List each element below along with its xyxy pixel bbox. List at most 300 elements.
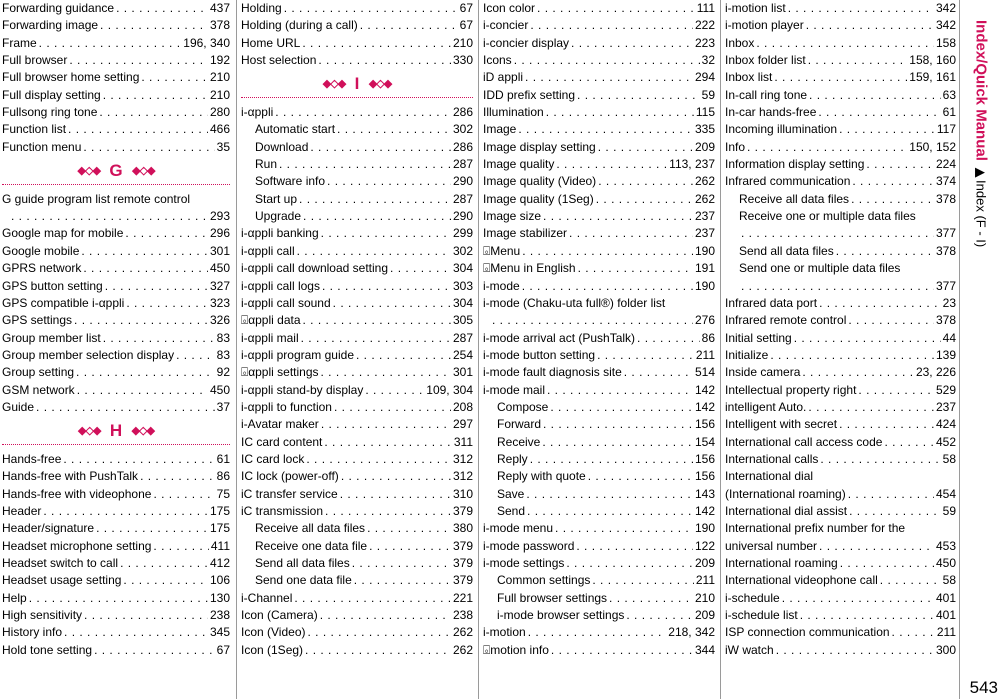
index-subentry — [483, 399, 715, 416]
entry-term: Header — [2, 503, 42, 518]
entry-term: International roaming — [725, 556, 838, 570]
entry-term: Infrared data port — [725, 295, 818, 310]
dot-leader — [626, 607, 693, 624]
entry-term: i-motion player — [725, 18, 804, 33]
page-ref: 300 — [935, 642, 956, 657]
page-ref: 401 — [935, 590, 956, 605]
dot-leader — [327, 173, 451, 190]
entry-term: Full browser — [2, 53, 68, 68]
index-subentry — [483, 486, 715, 503]
entry-term: i-αppli banking — [241, 226, 319, 241]
index-entry — [483, 624, 715, 641]
index-entry — [483, 104, 715, 121]
dot-leader — [69, 52, 208, 69]
entry-term: Full browser home setting — [2, 70, 140, 85]
page-ref: 254 — [452, 347, 473, 362]
entry-term: Download — [255, 139, 309, 154]
page-ref: 156 — [694, 451, 715, 466]
page-ref: 156 — [694, 417, 715, 432]
index-entry — [725, 555, 956, 572]
page-ref: 32 — [701, 53, 715, 68]
index-entry — [2, 87, 230, 104]
entry-term: iD appli — [483, 70, 524, 85]
entry-term: GSM network — [2, 382, 75, 397]
entry-term: Inbox folder list — [725, 53, 806, 68]
entry-term: Send all data files — [255, 556, 350, 570]
index-entry — [2, 364, 230, 381]
index-subentry — [725, 191, 956, 208]
entry-term: i-concier display — [483, 35, 570, 50]
dot-leader — [120, 555, 208, 572]
index-entry — [725, 52, 956, 69]
page-ref: 210 — [694, 590, 715, 605]
dot-leader — [68, 121, 208, 138]
page-ref: 286 — [452, 105, 473, 120]
entry-term: Function menu — [2, 139, 82, 154]
dot-leader — [839, 121, 935, 138]
page-ref: 190 — [694, 243, 715, 258]
page-ref: 262 — [694, 191, 715, 206]
index-entry — [725, 347, 956, 364]
dot-leader — [522, 278, 693, 295]
dot-leader — [324, 434, 451, 451]
entry-term: i-αppli call sound — [241, 295, 331, 310]
dot-leader — [547, 382, 693, 399]
index-entry — [725, 295, 956, 312]
dot-leader — [303, 208, 451, 225]
dot-leader — [556, 156, 667, 173]
dot-leader — [356, 347, 451, 364]
dot-leader — [598, 173, 693, 190]
page-ref: 378 — [935, 191, 956, 206]
page-ref: 452 — [935, 434, 956, 449]
dot-leader — [566, 555, 693, 572]
entry-term: Group setting — [2, 365, 75, 380]
entry-term: Send one data file — [255, 573, 352, 588]
section-rule — [241, 97, 473, 98]
dot-leader — [794, 330, 941, 347]
page-ref: 23 — [942, 295, 956, 310]
dot-leader — [340, 486, 451, 503]
entry-term: GPS settings — [2, 313, 73, 328]
page-ref: 67 — [459, 1, 473, 15]
page-ref: 37 — [216, 399, 230, 414]
index-entry — [725, 139, 956, 156]
dot-leader — [637, 330, 700, 347]
entry-term: Receive — [497, 434, 541, 449]
index-entry — [241, 17, 473, 34]
page-ref: 61 — [216, 451, 230, 466]
entry-term: IDD prefix setting — [483, 87, 576, 102]
dot-leader — [302, 35, 451, 52]
page-ref: 312 — [452, 469, 473, 484]
entry-term: Holding (during a call) — [241, 18, 358, 33]
page-ref: 379 — [452, 503, 473, 518]
page-ref: 175 — [209, 503, 230, 518]
entry-term: Icons — [483, 53, 512, 68]
index-subentry — [241, 520, 473, 537]
dot-leader — [284, 0, 458, 17]
dot-leader — [884, 434, 934, 451]
dot-leader — [809, 87, 941, 104]
index-entry — [483, 191, 715, 208]
dot-leader — [849, 503, 941, 520]
page-ref: 301 — [209, 243, 230, 258]
page-ref: 159, 161 — [909, 70, 956, 85]
entry-term: Forwarding image — [2, 18, 99, 33]
dot-leader — [360, 17, 458, 34]
index-subentry — [241, 156, 473, 173]
entry-term: IC lock (power-off) — [241, 469, 339, 484]
entry-term: IC card content — [241, 434, 323, 449]
entry-term: ⌻Menu — [483, 243, 521, 258]
dot-leader — [808, 52, 908, 69]
entry-term: Hold tone setting — [2, 642, 93, 657]
page-ref: 450 — [935, 556, 956, 570]
entry-term: Holding — [241, 1, 282, 15]
index-entry — [2, 0, 230, 17]
entry-term: Headset usage setting — [2, 573, 122, 588]
diamond-ornament-icon: ◆◇◆ — [78, 425, 101, 438]
index-entry — [483, 364, 715, 381]
dot-leader — [334, 399, 451, 416]
index-entry — [241, 260, 473, 277]
page-ref: 276 — [694, 313, 715, 328]
entry-term: Home URL — [241, 35, 301, 50]
entry-term: i-mode browser settings — [497, 608, 625, 623]
index-entry — [725, 156, 956, 173]
page-ref: 143 — [694, 486, 715, 501]
index-entry — [2, 243, 230, 260]
section-header — [241, 69, 473, 104]
entry-term: Google mobile — [2, 243, 80, 258]
page-ref: 190 — [694, 278, 715, 293]
page-ref: 58 — [942, 451, 956, 466]
dot-leader — [852, 173, 934, 190]
dot-leader — [36, 399, 215, 416]
page-ref: 401 — [935, 608, 956, 623]
dot-leader — [526, 486, 693, 503]
index-subentry — [725, 278, 956, 295]
dot-leader — [800, 607, 934, 624]
dot-leader — [299, 191, 451, 208]
page-ref: 192 — [209, 53, 230, 68]
dot-leader — [788, 0, 934, 17]
entry-term: i-mode settings — [483, 556, 565, 570]
entry-term: Infrared remote control — [725, 313, 847, 328]
page-ref: 209 — [694, 556, 715, 570]
page-ref: 142 — [694, 382, 715, 397]
page-ref: 59 — [701, 87, 715, 102]
column-divider — [959, 0, 960, 699]
page-ref: 287 — [452, 157, 473, 172]
index-entry — [2, 382, 230, 399]
page-ref: 211 — [936, 625, 956, 640]
dot-leader — [806, 17, 934, 34]
index-entry — [725, 87, 956, 104]
entry-term: ⌻αppli settings — [241, 365, 319, 380]
entry-term: Full browser settings — [497, 590, 608, 605]
dot-leader — [116, 0, 208, 17]
entry-term: Image quality — [483, 157, 555, 172]
dot-leader — [550, 399, 693, 416]
page-ref: 158 — [935, 35, 956, 50]
index-entry — [483, 642, 715, 659]
page-ref: 326 — [209, 313, 230, 328]
dot-leader — [76, 364, 215, 381]
entry-term: i-mode fault diagnosis site — [483, 365, 622, 380]
entry-term: Forwarding guidance — [2, 1, 115, 15]
page-ref: 303 — [452, 278, 473, 293]
page-ref: 290 — [452, 174, 473, 189]
dot-leader — [820, 451, 940, 468]
index-entry — [725, 624, 956, 641]
index-entry — [725, 104, 956, 121]
index-entry — [483, 17, 715, 34]
entry-term: History info — [2, 625, 63, 640]
section-rule — [2, 444, 230, 445]
index-entry — [2, 121, 230, 138]
entry-term: Send — [497, 503, 526, 518]
dot-leader — [94, 642, 215, 659]
index-subentry — [241, 538, 473, 555]
entry-term: Image quality (Video) — [483, 174, 597, 189]
index-entry — [241, 382, 473, 399]
index-entry — [725, 173, 956, 190]
page-ref: 374 — [935, 174, 956, 189]
index-entry — [2, 208, 230, 225]
dot-leader — [126, 295, 208, 312]
entry-term: universal number — [725, 538, 818, 553]
index-entry — [725, 399, 956, 416]
index-entry — [725, 572, 956, 589]
dot-leader — [63, 451, 214, 468]
index-entry — [2, 347, 230, 364]
index-entry — [483, 382, 715, 399]
index-entry — [2, 555, 230, 572]
index-entry — [2, 260, 230, 277]
entry-term: i-motion list — [725, 1, 786, 15]
dot-leader — [123, 572, 208, 589]
entry-term: i-αppli stand-by display — [241, 382, 364, 397]
section-rule — [2, 184, 230, 185]
dot-leader — [310, 139, 451, 156]
entry-term: Automatic start — [255, 122, 336, 137]
column-divider — [720, 0, 721, 699]
page-ref: 302 — [452, 122, 473, 137]
index-entry — [2, 278, 230, 295]
dot-leader — [320, 607, 451, 624]
entry-term: High sensitivity — [2, 608, 83, 623]
page-ref: 63 — [942, 87, 956, 102]
sidebar-subtitle: ▶Index (F - I) — [973, 165, 989, 248]
page-ref: 262 — [452, 625, 473, 640]
dot-leader — [741, 278, 934, 295]
page-ref: 59 — [942, 503, 956, 518]
page-ref: 223 — [694, 35, 715, 50]
page-ref: 221 — [452, 590, 473, 605]
entry-term: Upgrade — [255, 209, 302, 224]
index-entry — [241, 52, 473, 69]
entry-term: Common settings — [497, 573, 591, 588]
index-entry — [2, 312, 230, 329]
dot-leader — [597, 347, 694, 364]
dot-leader — [848, 312, 934, 329]
entry-term: Forward — [497, 417, 542, 432]
entry-term: Help — [2, 590, 27, 605]
diamond-ornament-icon: ◆◇◆ — [77, 165, 100, 178]
page-ref: 297 — [452, 417, 473, 432]
page-ref: 287 — [452, 191, 473, 206]
entry-term: Image display setting — [483, 139, 596, 154]
index-entry — [241, 295, 473, 312]
page-ref: 294 — [694, 70, 715, 85]
entry-term: i-Avatar maker — [241, 417, 319, 432]
dot-leader — [866, 156, 934, 173]
index-entry — [241, 35, 473, 52]
page-ref: 514 — [694, 365, 715, 380]
page-ref: 342 — [935, 18, 956, 33]
entry-term: i-mode menu — [483, 521, 554, 536]
index-entry — [483, 139, 715, 156]
entry-term: Incoming illumination — [725, 122, 838, 137]
dot-leader — [305, 642, 451, 659]
entry-term: Information display setting — [725, 157, 865, 172]
index-entry — [241, 104, 473, 121]
index-subentry — [241, 555, 473, 572]
page-ref: 115 — [695, 105, 715, 120]
index-entry — [2, 486, 230, 503]
entry-term: ⌻αppli data — [241, 313, 301, 328]
index-entry — [2, 69, 230, 86]
entry-term: i-αppli — [241, 105, 274, 120]
index-entry-text: Receive one or multiple data files — [739, 209, 916, 224]
index-entry — [725, 17, 956, 34]
page-ref: 379 — [452, 573, 473, 588]
dot-leader — [64, 624, 208, 641]
dot-leader — [848, 486, 934, 503]
entry-term: Icon (Video) — [241, 625, 306, 640]
page-ref: 111 — [696, 1, 715, 15]
index-entry — [2, 451, 230, 468]
entry-term: Host selection — [241, 53, 317, 68]
entry-term: i-αppli call logs — [241, 278, 320, 293]
dot-leader — [741, 225, 934, 242]
index-entry — [725, 642, 956, 659]
diamond-ornament-icon: ◆◇◆ — [132, 165, 155, 178]
entry-term: Fullsong ring tone — [2, 105, 98, 120]
dot-leader — [892, 624, 935, 641]
index-entry — [2, 295, 230, 312]
entry-term: GPS compatible i-αppli — [2, 295, 125, 310]
dot-leader — [851, 191, 934, 208]
dot-leader — [747, 139, 907, 156]
page-ref: 330 — [452, 53, 473, 68]
entry-term: Receive one data file — [255, 538, 368, 553]
page-ref: 44 — [942, 330, 956, 345]
index-entry — [725, 503, 956, 520]
index-entry — [241, 451, 473, 468]
index-entry — [2, 503, 230, 520]
entry-term: i-αppli program guide — [241, 347, 354, 362]
dot-leader — [609, 590, 693, 607]
page-ref: 453 — [935, 538, 956, 553]
page-ref: 191 — [694, 261, 715, 276]
column-divider — [236, 0, 237, 699]
dot-leader — [294, 590, 451, 607]
index-entry — [725, 121, 956, 138]
entry-term: Inside camera — [725, 365, 801, 380]
entry-term: Software info — [255, 174, 326, 189]
dot-leader — [74, 312, 208, 329]
index-entry — [241, 243, 473, 260]
page-ref: 156 — [694, 469, 715, 484]
page-ref: 210 — [452, 35, 473, 50]
page-ref: 122 — [694, 538, 715, 553]
index-entry — [483, 520, 715, 537]
index-entry — [483, 243, 715, 260]
index-entry — [725, 451, 956, 468]
index-entry-text: International prefix number for the — [725, 521, 906, 536]
index-subentry — [483, 416, 715, 433]
page-ref: 262 — [694, 174, 715, 189]
entry-term: GPRS network — [2, 261, 82, 276]
page-ref: 67 — [459, 18, 473, 33]
entry-term: iC transmission — [241, 503, 324, 518]
page-ref: 150, 152 — [909, 139, 956, 154]
page-ref: 210 — [209, 87, 230, 102]
entry-term: GPS button setting — [2, 278, 103, 293]
entry-term: iC transfer service — [241, 486, 338, 501]
page-ref: 310 — [452, 486, 473, 501]
dot-leader — [551, 642, 693, 659]
dot-leader — [365, 382, 424, 399]
dot-leader — [537, 0, 695, 17]
index-subentry — [483, 607, 715, 624]
dot-leader — [83, 260, 208, 277]
dot-leader — [297, 243, 451, 260]
page-ref: 262 — [452, 642, 473, 657]
index-subentry — [483, 451, 715, 468]
index-entry — [483, 87, 715, 104]
page-ref: 287 — [452, 330, 473, 345]
dot-leader — [354, 572, 451, 589]
dot-leader — [518, 121, 693, 138]
index-entry — [241, 642, 473, 659]
index-entry — [483, 225, 715, 242]
page-ref: 209 — [694, 139, 715, 154]
index-entry — [483, 121, 715, 138]
page-ref: 222 — [694, 18, 715, 33]
page-ref: 158, 160 — [909, 53, 956, 68]
index-entry — [483, 312, 715, 329]
dot-leader — [528, 624, 667, 641]
entry-term: Image size — [483, 209, 542, 224]
index-entry — [483, 347, 715, 364]
entry-term: i-mode mail — [483, 382, 546, 397]
dot-leader — [84, 607, 208, 624]
page-ref: 83 — [216, 330, 230, 345]
dot-leader — [367, 520, 451, 537]
index-entry — [725, 382, 956, 399]
index-column-2 — [241, 0, 473, 659]
dot-leader — [321, 225, 451, 242]
index-entry — [483, 538, 715, 555]
index-subentry — [483, 503, 715, 520]
entry-term: Headset microphone setting — [2, 538, 152, 553]
page-ref: 335 — [694, 122, 715, 137]
dot-leader — [303, 312, 451, 329]
